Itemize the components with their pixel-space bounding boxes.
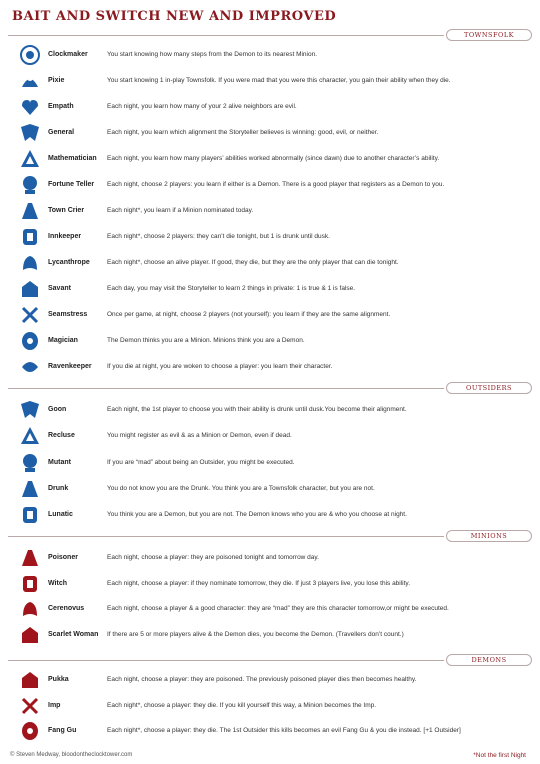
character-ability: You might register as evil & as a Minion or Demon, even if dead. — [107, 432, 292, 440]
character-ability: Each day, you may visit the Storyteller to learn 2 things in private: 1 is true & 1 is false. — [107, 285, 356, 292]
character-name: Town Crier — [48, 207, 85, 214]
character-ability: Each night, you learn how many players’ abilities worked abnormally (since dawn) due to another character’s ability. — [107, 155, 440, 162]
character-ability: If there are 5 or more players alive & the Demon dies, you become the Demon. (Travellers don’t count.) — [107, 630, 404, 638]
character-row-poisoner — [0, 545, 540, 571]
section-header-demons — [0, 654, 540, 666]
character-name: Lycanthrope — [48, 259, 90, 266]
character-name: General — [48, 129, 75, 136]
lunatic-icon — [18, 503, 42, 527]
cerenovus-icon — [18, 597, 42, 621]
character-ability: If you are “mad” about being an Outsider, you might be executed. — [107, 458, 295, 466]
character-ability: Each night, choose a player & a good character: they are “mad” they are this character tomorrow,or might be executed. — [107, 605, 449, 612]
character-name: Mathematician — [48, 155, 97, 162]
witch-icon — [18, 572, 42, 596]
goon-icon — [18, 398, 42, 422]
character-name: Lunatic — [48, 511, 73, 519]
innkeeper-icon — [18, 225, 42, 249]
character-name: Imp — [48, 701, 61, 709]
fortune-teller-icon — [18, 173, 42, 197]
empath-icon — [18, 95, 42, 119]
section-divider — [8, 660, 444, 661]
section-label: OUTSIDERS — [446, 382, 532, 394]
character-name: Scarlet Woman — [48, 630, 99, 638]
fang-gu-icon — [18, 719, 42, 743]
character-row-fang-gu — [0, 718, 540, 744]
ravenkeeper-icon — [18, 355, 42, 379]
character-row-town-crier — [0, 198, 540, 224]
section-label: DEMONS — [446, 654, 532, 666]
scarlet-woman-icon — [18, 623, 42, 647]
character-ability: Each night, choose 2 players: you learn if either is a Demon. There is a good player that registers as a Demon to you. — [107, 181, 445, 188]
mathematician-icon — [18, 147, 42, 171]
town-crier-icon — [18, 199, 42, 223]
character-name: Witch — [48, 579, 67, 587]
imp-icon — [18, 694, 42, 718]
section-header-outsiders — [0, 382, 540, 394]
character-name: Empath — [48, 103, 74, 110]
section-header-minions — [0, 530, 540, 542]
pixie-icon — [18, 69, 42, 93]
character-ability: Each night*, choose 2 players: they can’t die tonight, but 1 is drunk until dusk. — [107, 233, 330, 240]
character-name: Goon — [48, 406, 67, 413]
character-name: Fortune Teller — [48, 181, 95, 188]
character-ability: Each night*, you learn if a Minion nominated today. — [107, 207, 254, 214]
character-name: Mutant — [48, 458, 71, 466]
character-name: Drunk — [48, 484, 69, 492]
character-row-pukka — [0, 667, 540, 693]
character-ability: Once per game, at night, choose 2 players (not yourself): you learn if they are the same alignment. — [107, 311, 391, 318]
character-row-drunk — [0, 476, 540, 502]
character-row-clockmaker — [0, 42, 540, 68]
character-row-cerenovus — [0, 596, 540, 622]
character-ability: If you die at night, you are woken to choose a player: you learn their character. — [107, 363, 333, 370]
character-ability: Each night, you learn how many of your 2 alive neighbors are evil. — [107, 103, 297, 110]
character-row-mathematician — [0, 146, 540, 172]
page-title: BAIT AND SWITCH NEW AND IMPROVED — [12, 9, 337, 24]
pukka-icon — [18, 668, 42, 692]
lycanthrope-icon — [18, 251, 42, 275]
character-row-empath — [0, 94, 540, 120]
character-name: Seamstress — [48, 311, 88, 318]
section-label: TOWNSFOLK — [446, 29, 532, 41]
character-ability: You start knowing how many steps from the Demon to its nearest Minion. — [107, 51, 318, 58]
character-row-lunatic — [0, 502, 540, 528]
character-ability: You do not know you are the Drunk. You think you are a Townsfolk character, but you are not. — [107, 484, 375, 492]
character-ability: You think you are a Demon, but you are not. The Demon knows who you are & who you choose at night. — [107, 511, 407, 519]
character-row-mutant — [0, 450, 540, 476]
character-ability: Each night, choose a player: if they nominate tomorrow, they die. If just 3 players live, you lose this ability. — [107, 579, 411, 587]
mutant-icon — [18, 451, 42, 475]
character-row-magician — [0, 328, 540, 354]
clockmaker-icon — [18, 43, 42, 67]
character-name: Cerenovus — [48, 605, 85, 612]
character-row-lycanthrope — [0, 250, 540, 276]
footnote-text: *Not the first Night — [473, 752, 526, 759]
character-name: Ravenkeeper — [48, 363, 92, 370]
character-ability: Each night*, choose an alive player. If good, they die, but they are the only player that can die tonight. — [107, 259, 399, 266]
recluse-icon — [18, 424, 42, 448]
character-row-seamstress — [0, 302, 540, 328]
general-icon — [18, 121, 42, 145]
character-ability: You start knowing 1 in-play Townsfolk. If you were mad that you were this character, you gain their ability when they die. — [107, 77, 451, 84]
character-ability: Each night*, choose a player: they die. The 1st Outsider this kills becomes an evil Fang Gu & you die instead. [+1 Outsider] — [107, 727, 461, 734]
character-row-innkeeper — [0, 224, 540, 250]
character-row-ravenkeeper — [0, 354, 540, 380]
character-ability: The Demon thinks you are a Minion. Minions think you are a Demon. — [107, 337, 305, 344]
section-divider — [8, 536, 444, 537]
character-name: Innkeeper — [48, 233, 82, 240]
section-divider — [8, 388, 444, 389]
character-row-general — [0, 120, 540, 146]
character-ability: Each night, choose a player: they are poisoned tonight and tomorrow day. — [107, 554, 319, 561]
character-ability: Each night*, choose a player: they die. If you kill yourself this way, a Minion becomes the Imp. — [107, 701, 377, 709]
section-header-townsfolk — [0, 29, 540, 41]
section-divider — [8, 35, 444, 36]
character-row-fortune-teller — [0, 172, 540, 198]
character-ability: Each night, the 1st player to choose you with their ability is drunk until dusk.You become their alignment. — [107, 406, 407, 413]
character-name: Pixie — [48, 77, 65, 84]
character-row-scarlet-woman — [0, 622, 540, 648]
character-row-goon — [0, 397, 540, 423]
magician-icon — [18, 329, 42, 353]
character-name: Clockmaker — [48, 51, 88, 58]
drunk-icon — [18, 477, 42, 501]
character-row-imp — [0, 693, 540, 719]
character-name: Savant — [48, 285, 71, 292]
section-label: MINIONS — [446, 530, 532, 542]
character-name: Fang Gu — [48, 727, 77, 734]
copyright-text: © Steven Medway, bloodontheclocktower.com — [10, 752, 133, 758]
character-name: Poisoner — [48, 554, 78, 561]
character-row-recluse — [0, 423, 540, 449]
character-row-pixie — [0, 68, 540, 94]
poisoner-icon — [18, 546, 42, 570]
savant-icon — [18, 277, 42, 301]
character-ability: Each night, choose a player: they are poisoned. The previously poisoned player dies then becomes healthy. — [107, 676, 417, 683]
character-name: Recluse — [48, 432, 75, 440]
character-row-savant — [0, 276, 540, 302]
character-ability: Each night, you learn which alignment the Storyteller believes is winning: good, evil, or neither. — [107, 129, 379, 136]
character-name: Pukka — [48, 676, 69, 683]
character-row-witch — [0, 571, 540, 597]
character-name: Magician — [48, 337, 78, 344]
seamstress-icon — [18, 303, 42, 327]
